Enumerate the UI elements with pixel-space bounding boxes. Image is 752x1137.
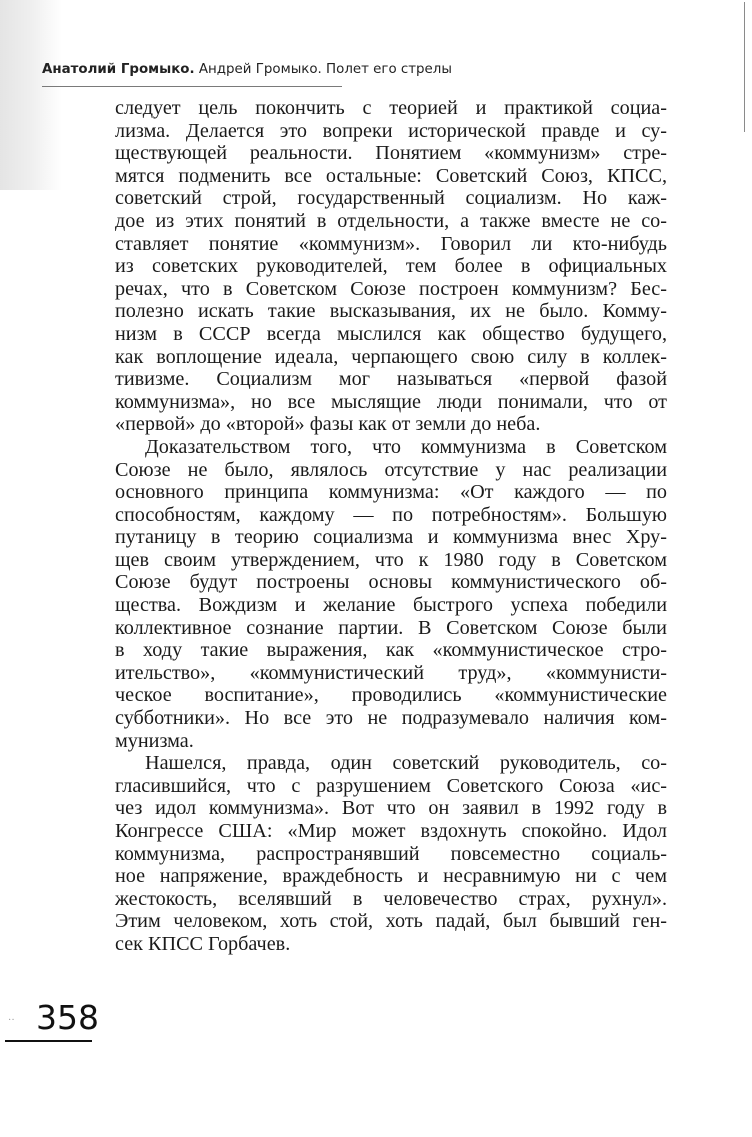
text-line: чез идол коммунизма». Вот что он заявил в 1992 году в bbox=[115, 797, 667, 820]
text-line: Этим человеком, хоть стой, хоть падай, был бывший ген- bbox=[115, 910, 667, 933]
text-line: мятся подменить все остальные: Советский Союз, КПСС, bbox=[115, 164, 667, 187]
text-line: ставляет понятие «коммунизм». Говорил ли кто-нибудь bbox=[115, 232, 667, 255]
text-line: советский строй, государственный социализм. Но каж- bbox=[115, 187, 667, 210]
scan-edge-line bbox=[744, 2, 745, 132]
text-line: как воплощение идеала, черпающего свою силу в коллек- bbox=[115, 345, 667, 368]
scan-margin-shading bbox=[0, 0, 62, 190]
text-line: жестокость, вселявший в человечество страх, рухнул». bbox=[115, 887, 667, 910]
text-line: субботники». Но все это не подразумевало наличия ком- bbox=[115, 707, 667, 730]
header-rule bbox=[42, 86, 342, 87]
text-line: ществующей реальности. Понятием «коммунизм» стре- bbox=[115, 142, 667, 165]
text-line: ительство», «коммунистический труд», «коммунисти- bbox=[115, 661, 667, 684]
page-number: 358 bbox=[36, 998, 99, 1037]
page-body bbox=[115, 97, 667, 956]
paragraph-start-line: Доказательством того, что коммунизма в Советском bbox=[145, 435, 667, 458]
text-line: коллективное сознание партии. В Советском Союзе были bbox=[115, 616, 667, 639]
text-line: Союзе не было, являлось отсутствие у нас реализации bbox=[115, 458, 667, 481]
text-line: дое из этих понятий в отдельности, а также вместе не со- bbox=[115, 209, 667, 232]
text-line: ческое воспитание», проводились «коммунистические bbox=[115, 684, 667, 707]
paragraph-start-line: Нашелся, правда, один советский руководитель, со- bbox=[145, 752, 667, 775]
header-author: Анатолий Громыко. bbox=[42, 62, 195, 77]
text-line: Союзе будут построены основы коммунистического об- bbox=[115, 571, 667, 594]
text-line: следует цель покончить с теорией и практикой социа- bbox=[115, 97, 667, 119]
running-header bbox=[42, 62, 452, 77]
text-line: мунизма. bbox=[115, 729, 194, 752]
text-line: лизма. Делается это вопреки исторической правде и су- bbox=[115, 119, 667, 142]
text-line: коммунизма», но все мыслящие люди понимали, что от bbox=[115, 390, 667, 413]
text-line: сек КПСС Горбачев. bbox=[115, 932, 291, 955]
text-line: коммунизма, распространявший повсеместно социаль- bbox=[115, 842, 667, 865]
text-line: Конгрессе США: «Мир может вздохнуть спокойно. Идол bbox=[115, 820, 667, 842]
text-line: основного принципа коммунизма: «От каждого — по bbox=[115, 481, 667, 504]
text-line: путаницу в теорию социализма и коммунизма внес Хру- bbox=[115, 526, 667, 549]
text-line: тивизме. Социализм мог называться «первой фазой bbox=[115, 368, 667, 391]
text-line: полезно искать такие высказывания, их не было. Комму- bbox=[115, 300, 667, 323]
text-line: способностям, каждому — по потребностям». Большую bbox=[115, 503, 667, 526]
text-line: щев своим утверждением, что к 1980 году в Советском bbox=[115, 548, 667, 571]
text-line: гласившийся, что с разрушением Советского Союза «ис- bbox=[115, 774, 667, 797]
scan-speck: ·· bbox=[8, 1015, 15, 1026]
text-line: речах, что в Советском Союзе построен коммунизм? Бес- bbox=[115, 277, 667, 300]
text-line: из советских руководителей, тем более в официальных bbox=[115, 255, 667, 278]
text-line: низм в СССР всегда мыслился как общество будущего, bbox=[115, 322, 667, 345]
text-line: щества. Вождизм и желание быстрого успеха победили bbox=[115, 594, 667, 617]
text-line: в ходу такие выражения, как «коммунистическое стро- bbox=[115, 639, 667, 662]
header-title: Андрей Громыко. Полет его стрелы bbox=[198, 62, 452, 77]
text-line: «первой» до «второй» фазы как от земли до неба. bbox=[115, 413, 541, 436]
page-number-rule bbox=[5, 1040, 92, 1042]
text-line: ное напряжение, враждебность и несравнимую ни с чем bbox=[115, 865, 667, 888]
